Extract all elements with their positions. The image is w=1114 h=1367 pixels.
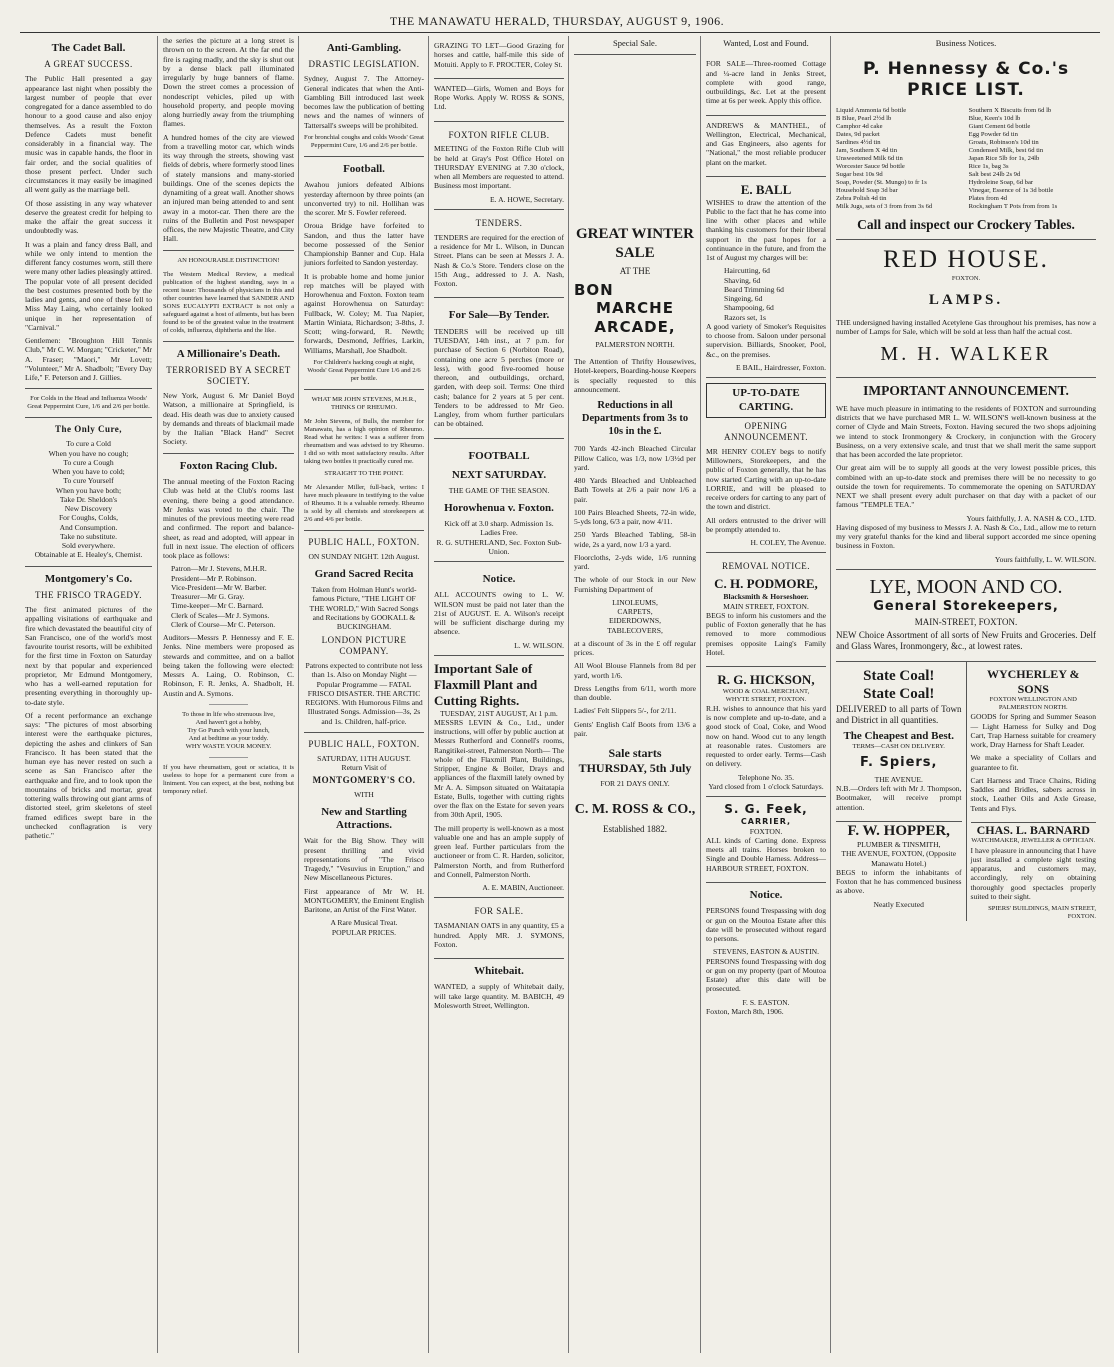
wanted-ad: [434, 79, 564, 122]
spiers-heading: F. Spiers,: [860, 755, 938, 771]
masthead: THE MANAWATU HERALD, THURSDAY, AUGUST 9, 1906.: [389, 14, 725, 28]
furnishing-item: TABLECOVERS,: [607, 625, 663, 635]
price-line: Rice 1s, bag 3s: [968, 163, 1009, 171]
price-item: Haircutting, 6d: [724, 266, 770, 276]
divider: [209, 757, 248, 758]
next-saturday: NEXT SATURDAY.: [451, 469, 547, 481]
discount-paragraph: at a discount of 3s in the £ off regular prices.: [574, 638, 696, 658]
eball-heading: E. BALL: [740, 181, 792, 197]
notice-signature: L. W. WILSON.: [514, 640, 564, 650]
sale-item: 100 Pairs Bleached Sheets, 72-in wide, 5-yds long, 6/3 a pair, now 4/11.: [574, 507, 696, 527]
public-hall-heading: PUBLIC HALL, FOXTON.: [308, 537, 420, 548]
eball-text: WISHES to draw the attention of the Public to the fact that he has come into line with other places and while thanking his customers for their liberal support in the past hopes for a continuance in the future, and from the 1st of August my charges will be:: [706, 197, 826, 263]
reductions-heading: Reductions in all Departments from 3s to 10s in the £.: [581, 400, 689, 437]
big-show-paragraph: Wait for the Big Show. They will present thrilling and vivid representations of "The Frisco Tragedy," "Vesuvius in Eruption," and New Miscellaneous Pictures.: [304, 836, 424, 883]
verse-line: Try Go Punch with your lunch,: [187, 726, 270, 734]
for-sale-heading: FOR SALE.: [474, 906, 524, 917]
attention-paragraph: The Attention of Thrifty Housewives, Hotel-keepers, Boarding-house Keepers is specially requested to this announcement.: [574, 357, 696, 394]
barnard-trade: WATCHMAKER, JEWELLER & OPTICIAN.: [971, 837, 1096, 845]
price-line: Unsweetened Milk 6d tin: [836, 155, 903, 163]
carting-ad: [706, 378, 826, 553]
sale-by-tender-ad: [434, 298, 564, 438]
cure-lines: [25, 439, 152, 559]
price-line: Camphor 4d cake: [836, 122, 883, 130]
furnishing-paragraph: The whole of our Stock in our New Furnishing Department of: [574, 575, 696, 594]
cottage-ad: [706, 54, 826, 115]
recital-paragraph: Taken from Holman Hunt's world-famous Picture, "THE LIGHT OF THE WORLD," With Sacred Songs and Recitations by GOOKALL & BUCKINGHAM.: [309, 585, 419, 631]
recital-heading: Grand Sacred Recita: [314, 567, 414, 580]
hopper-text: BEGS to inform the inhabitants of Foxton that he has commenced business as above.: [836, 867, 962, 896]
divider: [574, 54, 696, 55]
price-line: Salt best 24lb 2s 9d: [968, 171, 1021, 179]
price-item: Razors set, 1s: [724, 312, 766, 322]
coal-terms: TERMS—CASH ON DELIVERY.: [852, 742, 945, 750]
cure-line: When you have no cough;: [48, 448, 129, 458]
verse-line: And haven't got a hobby,: [195, 718, 262, 726]
patrons-paragraph: Patrons expected to contribute not less than 1s. Also on Monday Night — Popular Programme — FATAL FRISCO DISASTER. THE ARCTIC REGIONS. With Humorous Films and Illustrated Songs. Admission—3s, 2s and 1s. Children, half-price.: [305, 661, 423, 726]
price-line: Liquid Ammonia 6d bottle: [836, 106, 907, 114]
cadet-paragraph: The Public Hall presented a gay appearance last night when possibly the largest number of people that ever congregated for a dance assembled to do honour to a good cause and also enjoy themselves. As a result the Foxton Defence Cadets must benefit considerably in a financial way. The music was in capable hands, the floor in fair order, and the social qualities of those present perfect. Under such circumstances it may easily be imagined all went gaily as the marriage bell.: [25, 74, 152, 195]
price-line: Groats, Robinson's 10d tin: [968, 138, 1039, 146]
notice-date: Foxton, March 8th, 1906.: [706, 1006, 784, 1016]
popular-prices: POPULAR PRICES.: [331, 927, 397, 937]
price-item: Beard Trimming 6d: [724, 284, 784, 294]
cure-line: Obtainable at E. Healey's, Chemist.: [34, 550, 143, 560]
business-notices-label: Business Notices.: [935, 38, 997, 48]
game-of-season: THE GAME OF THE SEASON.: [448, 486, 550, 496]
cadet-paragraph: It was a plain and fancy dress Ball, and while we only intend to mention the different fancy costumes worn, still there were many other ladies pleasingly attired. The popular vote of all present decided the best costumes presented both by the ladies and gents, and one of these fell to Miss May Laing, who certainly looked unique in her representation of "Carnival.": [25, 239, 152, 332]
london-company: LONDON PICTURE COMPANY.: [321, 635, 407, 657]
football-paragraph: It is probable home and home junior rep matches will be played with Horowhenua and Foxton. Foxton team against Horowhenua on Saturday: Fullback, W. Coley; M. Tua Napier, Martin Winiata, Richardson; 3-8ths, J. Scott; wing-forward, R. Newth; forwards, Desmond, Jeffries, Larkin, Williams, Marshall, Joe Shadbolt.: [304, 271, 424, 355]
cure-line: Take no substitute.: [59, 531, 118, 541]
divider: [163, 453, 294, 454]
drastic-subheading: DRASTIC LEGISLATION.: [308, 59, 420, 70]
football-paragraph: Awahou juniors defeated Albions yesterday afternoon by three points (an unconverted try) to nil. Hollihan was the scorer. Mr S. Fowler refereed.: [304, 180, 424, 218]
price-line: Giant Cement 6d bottle: [968, 122, 1031, 130]
price-item: Singeing, 6d: [724, 294, 763, 304]
furnishing-item: CARPETS,: [617, 607, 653, 617]
sale-item: Floorcloths, 2-yds wide, 1/6 running yard.: [574, 552, 696, 572]
ross-company: C. M. ROSS & CO.,: [574, 801, 696, 817]
oats-text: TASMANIAN OATS in any quantity, £5 a hundred. Apply MR. J. SYMONS, Foxton.: [434, 921, 564, 949]
cure-line: To cure a Cold: [66, 439, 111, 449]
price-line: Jam, Southern X 4d tin: [836, 146, 897, 154]
divider: [163, 341, 294, 342]
sale-item: 480 Yards Bleached and Unbleached Bath Towels at 2/6 a pair now 1/6 a pair.: [574, 476, 696, 504]
notice-signature: STEVENS, EASTON & AUSTIN.: [713, 947, 819, 957]
price-line: Plates from 4d: [968, 195, 1008, 203]
barnard-ad: [971, 823, 1097, 921]
lamps-heading: LAMPS.: [928, 292, 1004, 309]
column-6: [700, 36, 831, 1353]
eball-text: A good variety of Smoker's Requisites to choose from. Saloon under personal supervision. Billiards, Snooker, Pool, &c., on the premises.: [706, 321, 826, 359]
kick-off: Kick off at 3.0 sharp. Admission 1s. Ladies Free.: [444, 519, 554, 538]
barnard-text: I have pleasure in announcing that I have just installed a complete sight testing apparatus, and customers may, accordingly, rely on obtaining thoroughly good spectacles properly suited to their sight.: [970, 845, 1096, 901]
price-line: Sardines 4½d tin: [836, 138, 881, 146]
anti-gambling-paragraph: Sydney, August 7. The Attorney-General indicates that when the Anti-Gambling Bill introduced last week becomes law the publication of betting news and the names of winners of Tattersall's sweeps will be prohibited.: [304, 74, 424, 130]
verse-line: And at bedtime as your toddy.: [188, 734, 269, 742]
racing-paragraph: The annual meeting of the Foxton Racing Club was held at the Club's rooms last evening, there being a good attendance. Mr Jenks was voted to the chair. The minutes of the previous meeting were read and confirmed. The report and balance-sheet, as read and adopted, will appear in full in next issue. The election of officers took place as follows:: [163, 477, 294, 561]
cure-line: Sold everywhere.: [61, 541, 116, 551]
grazing-text: GRAZING TO LET—Good Grazing for horses and cattle, half-mile this side of Motuiti. Apply to F. PROCTER, Coley St.: [434, 41, 564, 69]
rifle-club-heading: FOXTON RIFLE CLUB.: [448, 129, 550, 140]
officers-list: [163, 564, 294, 629]
hennessy-heading: P. Hennessy & Co.'s: [862, 59, 1070, 80]
wycherley-ad: [971, 662, 1097, 823]
cure-line: For Coughs, Colds,: [58, 513, 119, 523]
football-paragraph: Oroua Bridge have forfeited to Sandon, and thus the latter have become possessed of the Senior Championship Banner and Cup. Hala juniors forfeited to Sandon yesterday.: [304, 221, 424, 268]
column-2: [157, 36, 299, 1353]
rifle-club-text: MEETING of the Foxton Rifle Club will be held at Gray's Post Office Hotel on THURSDAY EVENING at 7.30 o'clock, when all Members are requested to attend. Business most important.: [434, 144, 564, 191]
cottage-text: FOR SALE—Three-roomed Cottage and ¼-acre land in Jenks Street, complete with good range, outbuildings, &c. Let at the present time at 6s per week. Apply this office.: [706, 59, 826, 106]
red-house-heading: RED HOUSE.: [883, 245, 1049, 273]
notice-ad: [434, 562, 564, 656]
frisco-paragraph: the series the picture at a long street is thrown on to the screen. At the far end the fire is raging madly, and the sky is shut out by a dense black pall illuminated irregularly by huge banners of flame. Down the street comes a procession of nondescript vehicles, piled up with household property, and people moving along hurriedly away from the triumphing flames.: [163, 36, 294, 129]
oats-ad: [434, 898, 564, 959]
price-line: Worcester Sauce 9d bottle: [836, 163, 905, 171]
feek-trade: CARRIER,: [740, 816, 792, 826]
honourable-heading: AN HONOURABLE DISTINCTION!: [177, 256, 280, 264]
millionaire-heading: A Millionaire's Death.: [176, 347, 281, 360]
what-mr-stevens-heading: WHAT MR JOHN STEVENS, M.H.R., THINKS OF RHEUMO.: [311, 395, 417, 411]
public-hall-heading: PUBLIC HALL, FOXTON.: [308, 738, 420, 749]
barnard-address: SPIERS' BUILDINGS, MAIN STREET, FOXTON.: [988, 905, 1096, 921]
podmore-trade: Blacksmith & Horseshoer.: [723, 592, 809, 602]
divider: [25, 417, 152, 418]
nash-signature: Yours faithfully, J. A. NASH & CO., LTD.: [966, 513, 1096, 523]
cheapest-best: The Cheapest and Best.: [843, 729, 955, 742]
furnishing-item: EIDERDOWNS,: [608, 616, 662, 626]
notice-heading: Notice.: [749, 888, 783, 901]
cure-line: And Consumption.: [59, 522, 118, 532]
furnishing-item: LINOLEUMS,: [612, 597, 658, 607]
state-coal-ad: [836, 662, 962, 822]
whitebait-heading: Whitebait.: [474, 965, 524, 978]
flaxmill-text: MESSRS LEVIN & Co., Ltd., under instructions, will offer by public auction at Messrs Rutherford and Connell's rooms, Rangitikei-street, Palmerston North— The whole of the Flaxmill Plant, Buildings, Stripper, Engine & Boiler, Drays and appliances of the flaxmill lately owned by Mr A. A. Simpson situated on Waitatapia Estate, Bulls, together with cutting rights over the flax on the Estate for seven years from 30th April, 1905.: [434, 717, 564, 820]
wycherley-text: We make a speciality of Collars and guarantee to fit.: [970, 753, 1096, 772]
lye-address: MAIN-STREET, FOXTON.: [914, 617, 1018, 628]
price-line: Zebra Polish 4d tin: [836, 195, 887, 203]
lye-moon-heading: LYE, MOON AND CO.: [869, 575, 1063, 598]
sale-item: All Wool Blouse Flannels from 8d per yard, worth 1/6.: [574, 661, 696, 680]
price-line: Vinegar, Essence of 1s 3d bottle: [968, 187, 1054, 195]
football-signature: R. G. SUTHERLAND, Sec. Foxton Sub-Union.: [436, 537, 562, 556]
officer-item: Patron—Mr J. Stevens, M.H.R.: [171, 564, 267, 574]
cadet-paragraph: Gentlemen: "Broughton Hill Tennis Club," Mr C. W. Morgan; "Cricketer," Mr A. Fraser; "Maori," Mr Lovett; "Volunteer," Mr A. Shadbolt; "Every Day Life," F. Peterson and J. Gillies.: [25, 336, 152, 383]
spiers-text: N.B.—Orders left with Mr J. Thompson, Bootmaker, will receive prompt attention.: [836, 784, 962, 812]
tenders-ad: [434, 210, 564, 298]
wanted-text: WANTED—Girls, Women and Boys for Rope Works. Apply W. ROSS & SONS, Ltd.: [434, 83, 564, 112]
flaxmill-date: TUESDAY, 21ST AUGUST, At 1 p.m.: [440, 708, 558, 718]
eball-prices: [706, 266, 826, 322]
frisco-subheading: THE FRISCO TRAGEDY.: [35, 590, 142, 601]
podmore-text: BEGS to inform his customers and the public of Foxton generally that he has removed to more commodious premises opposite Laing's Family Hotel.: [706, 610, 826, 657]
first-appearance-paragraph: First appearance of Mr W. H. MONTGOMERY, the Eminent English Baritone, an Artist of the First Water.: [304, 886, 424, 915]
verse-line: To those in life who strenuous live,: [182, 710, 275, 718]
rheumo-paragraph: Mr John Stevens, of Bulls, the member for Manawatu, has a high opinion of Rheumo. Read what he writes: I was a sufferer from rheumatism and was advised to try Rheumo. I did so with most satisfactory results. After taking two bottles it practically cured me.: [304, 418, 424, 466]
at-the: AT THE: [619, 265, 651, 276]
palmerston-north: PALMERSTON NORTH.: [595, 339, 675, 349]
podmore-address: MAIN STREET, FOXTON.: [723, 601, 809, 611]
hopper-heading: F. W. HOPPER,: [847, 822, 950, 839]
price-line: Egg Powder 6d tin: [968, 130, 1018, 138]
state-coal-heading: State Coal!: [863, 668, 935, 685]
officer-item: Treasurer—Mr G. Gray.: [171, 592, 245, 602]
column-3: [298, 36, 429, 1353]
notice-signature: F. S. EASTON.: [742, 997, 790, 1007]
days-only: FOR 21 DAYS ONLY.: [600, 779, 670, 789]
bon-marche-line: MARCHE: [596, 299, 674, 318]
tenders-text: TENDERS are required for the erection of a residence for Mr L. Wilson, in Duncan Street. Plans can be seen at Messrs J. A. Nash & Co.'s Store. Tenders close on the 15th Aug., addressed to J. A. Nash, Foxton.: [434, 232, 564, 289]
general-storekeepers: General Storekeepers,: [873, 599, 1059, 615]
feek-heading: S. G. Feek,: [724, 802, 808, 817]
spiers-address: THE AVENUE.: [874, 774, 923, 784]
price-line: Japan Rice 5lb for 1s, 24lb: [968, 155, 1040, 163]
price-item: Shaving, 6d: [724, 275, 761, 285]
price-line: Blue, Keen's 10d lb: [968, 114, 1021, 122]
hickson-address: WHYTE STREET, FOXTON.: [725, 695, 807, 703]
divider: [304, 732, 424, 733]
wycherley-locations: FOXTON WELLINGTON AND PALMERSTON NORTH.: [989, 696, 1077, 712]
divider: [304, 156, 424, 157]
special-sale-label: Special Sale.: [613, 38, 657, 48]
hopper-trade: PLUMBER & TINSMITH,: [856, 840, 941, 850]
price-line: Hydroleine Soap, 6d bar: [968, 179, 1034, 187]
lye-text: NEW Choice Assortment of all sorts of New Fruits and Groceries. Delf and Glass Wares, Ironmongery, &c., at lowest rates.: [836, 630, 1096, 652]
barnard-heading: CHAS. L. BARNARD: [976, 822, 1090, 837]
hickson-ad: [706, 667, 826, 797]
carting-text: MR HENRY COLEY begs to notify Millowners, Storekeepers, and the public of Foxton generally, that he has now started Carting with an up-to-date LORRIE, and will be pleased to receive orders for carting to any part of the town and district.: [706, 446, 826, 512]
notice-heading: Notice.: [482, 573, 516, 586]
hickson-text: R.H. wishes to announce that his yard is now complete and up-to-date, and a good stock of Coal, Coke, and Wood now on hand. Wood cut to any length at reasonable rates. Customers are requested to order early. Terms—Cash on delivery.: [706, 703, 826, 769]
teams: Horowhenua v. Foxton.: [444, 501, 554, 514]
eball-ad: [706, 177, 826, 378]
montgomery-co-heading: MONTGOMERY'S CO.: [312, 775, 416, 786]
carting-signature: H. COLEY, The Avenue.: [750, 538, 826, 548]
tenders-heading: TENDERS.: [475, 217, 523, 228]
show-date: SATURDAY, 11TH AUGUST.: [317, 753, 411, 763]
officer-item: Clerk of Course—Mr C. Peterson.: [171, 619, 276, 629]
bon-marche-line: BON: [574, 280, 614, 299]
red-house-ad: [836, 240, 1096, 379]
sale-item: Gents' English Calf Boots from 13/6 a pair.: [574, 719, 696, 738]
price-line: Rockingham T Pots from from 1s: [968, 203, 1058, 211]
cadet-ball-heading: The Cadet Ball.: [51, 42, 126, 54]
divider: [163, 250, 294, 251]
column-7: [830, 36, 1101, 1353]
cure-line: To cure Yourself: [63, 476, 114, 486]
children-cough-ad: For Children's hacking cough at night, Woods' Great Peppermint Cure 1/6 and 2/6 per bottle.: [307, 358, 421, 382]
announcement-text: Our great aim will be to supply all goods at the very lowest possible prices, this combined with an up-to-date stock and premises there will be no necessity to go outside the town for requirements. To commemorate the opening on SATURDAY NEXT we shall present every adult purchaser on that day with a packet of our famous "TEMPLE TEA.": [836, 463, 1096, 510]
millionaire-paragraph: New York, August 6. Mr Daniel Boyd Watson, a millionaire at Springfield, is dead. His death was due to anxiety caused by demands and threats of blackmail made by the Italian "Black Hand" Secret Society.: [163, 391, 294, 447]
rifle-club-ad: [434, 122, 564, 210]
crockery-call: Call and inspect our Crockery Tables.: [857, 217, 1075, 233]
andrews-text: ANDREWS & MANTHEL, of Wellington, Electrical, Mechanical, and Gas Engineers, also agents for "National," the most reliable producer plant on the market.: [706, 120, 826, 167]
whitebait-text: WANTED, a supply of Whitebait daily, will take large quantity. M. BABICH, 49 Molesworth Street, Wellington.: [434, 982, 564, 1010]
sale-tender-text: TENDERS will be received up till TUESDAY, 14th inst., at 7 p.m. for purchase of Section 6 (Norbiton Road), containing one acre 5 perches (more or less), with good five-roomed house thereon, and outbuildings, orchard, garden, with deep soil. Terms: One third cash; balance for 2 years at 5 per cent. Tenders to be addressed to Mr Geo. Langley, from whom further particulars can be obtained.: [434, 326, 564, 429]
flaxmill-heading: Important Sale of Flaxmill Plant and Cutting Rights.: [434, 660, 538, 708]
football-heading: Football.: [343, 162, 385, 175]
montgomery-paragraph: Of a recent performance an exchange says: "The pictures of most absorbing interest were the earthquake pictures, depicting the ashes and clinkers of San Francisco. It has been stated that the human eye has never rested on such a scene as San Francisco after the earthquake and fire, and to look upon the mountains of bricks and mortar, great tottering walls throwing out giant arms of distorted steel, grim skeletons of steel framed edifices swept bare in the unchecked conflagration is very pathetic.": [25, 710, 152, 841]
price-line: Southern X Biscuits from 6d lb: [968, 106, 1052, 114]
price-list-right: [969, 107, 1096, 211]
divider: [304, 389, 424, 390]
hopper-footer: Neatly Executed: [873, 899, 924, 909]
price-line: Household Soap 3d bar: [836, 187, 898, 195]
sale-item: 700 Yards 42-inch Bleached Circular Pillow Calico, was 1/3, now 1/3½d per yard.: [574, 444, 696, 472]
recital-date: ON SUNDAY NIGHT. 12th August.: [308, 552, 420, 562]
football-ad: [434, 439, 564, 562]
hopper-ad: [836, 822, 962, 909]
price-item: Shampooing, 6d: [724, 303, 774, 313]
divider: [304, 530, 424, 531]
lamps-text: THE undersigned having installed Acetylene Gas throughout his premises, has now a number of Lamps for Sale, which will be sold at less than half the actual cost.: [836, 317, 1096, 336]
price-line: Sugar best 10s 9d: [836, 171, 883, 179]
wilson-signature: Yours faithfully, L. W. WILSON.: [994, 554, 1096, 564]
wycherley-text: GOODS for Spring and Summer Season— Light Harness for Sulky and Dog Cart, Trap Harness suitable for creamery work, Dray Harness for Shaft Leader.: [970, 712, 1096, 750]
cough-ad: For bronchial coughs and colds Woods' Great Peppermint Cure, 1/6 and 2/6 per bottle.: [304, 133, 424, 149]
walker-heading: M. H. WALKER: [880, 343, 1052, 366]
podmore-heading: C. H. PODMORE,: [714, 576, 818, 592]
hopper-address: THE AVENUE, FOXTON, (Opposite Manawatu Hotel.): [841, 849, 957, 868]
officer-item: Time-keeper—Mr C. Barnard.: [171, 601, 264, 611]
only-cure-heading: The Only Cure,: [54, 424, 123, 435]
anti-gambling-heading: Anti-Gambling.: [326, 42, 402, 54]
column-1: [20, 36, 157, 1353]
attractions-heading: New and Startling Attractions.: [321, 805, 407, 832]
notice-text: ALL ACCOUNTS owing to L. W. WILSON must be paid not later than the 21st of AUGUST. E. A. Wilson's receipt will be sufficient discharge during my absence.: [434, 590, 564, 637]
red-house-location: FOXTON.: [951, 275, 981, 283]
sale-item: Dress Lengths from 6/11, worth more than double.: [574, 683, 696, 703]
rifle-club-signature: E. A. HOWE, Secretary.: [490, 194, 564, 204]
rare-treat: A Rare Musical Treat.: [330, 918, 398, 928]
racing-club-heading: Foxton Racing Club.: [179, 459, 278, 472]
cadet-ball-subheading: A GREAT SUCCESS.: [44, 59, 133, 70]
great-winter-sale: GREAT WINTER SALE: [576, 226, 694, 261]
carting-text: All orders entrusted to the driver will be promptly attended to.: [706, 515, 826, 534]
telephone: Telephone No. 35.: [738, 772, 794, 782]
notice-text: PERSONS found Trespassing with dog or gun on my property (part of Moutoa Estate) after this date will be prosecuted.: [706, 956, 826, 994]
carting-subheading: OPENING ANNOUNCEMENT.: [723, 421, 809, 442]
price-line: Dates, 9d packet: [836, 130, 880, 138]
cure-line: To cure a Cough: [63, 457, 114, 467]
colds-ad: For Colds in the Head and Influenza Woods' Great Peppermint Cure, 1/6 and 2/6 per bottle.: [27, 395, 150, 411]
andrews-ad: [706, 116, 826, 177]
hennessy-ad: [836, 54, 1096, 239]
important-announcement: [836, 378, 1096, 569]
hickson-heading: R. G. HICKSON,: [717, 672, 815, 688]
return-visit: Return Visit of: [341, 763, 387, 773]
announcement-text: Having disposed of my business to Messrs J. A. Nash & Co., Ltd., allow me to return my very grateful thanks for the kind and liberal support accorded me since opening business in Foxton.: [836, 522, 1096, 551]
wycherley-heading: WYCHERLEY & SONS: [986, 667, 1080, 696]
bottom-ads: [836, 662, 1096, 921]
wanted-lost-found-label: Wanted, Lost and Found.: [723, 38, 809, 48]
eball-signature: E BAIL, Hairdresser, Foxton.: [736, 362, 826, 372]
podmore-ad: [706, 553, 826, 667]
montgomery-paragraph: The first animated pictures of the appalling visitations of earthquake and fire which devastated the beautiful city of San Francisco, one of the world's most favourite tourist resorts, will be exhibited for the first time in Foxton on Saturday next by that popular and experienced proprietor, Mr Edmund Montgomery, who has a well-earned reputation for presenting everything in thoroughly up-to-date style.: [25, 605, 152, 707]
cure-line: When you have to cold;: [52, 467, 125, 477]
flaxmill-signature: A. E. MABIN, Auctioneer.: [482, 883, 564, 893]
sale-item: Ladies' Felt Slippers 5/-, for 2/11.: [574, 706, 677, 716]
carting-heading: UP-TO-DATE CARTING.: [706, 383, 826, 418]
coal-hopper-column: [836, 662, 967, 921]
divider: [25, 566, 152, 567]
verse: [163, 711, 294, 751]
straight-heading: STRAIGHT TO THE POINT.: [324, 470, 404, 478]
football-ad-heading: FOOTBALL: [468, 449, 530, 462]
feek-text: ALL kinds of Carting done. Express meets all trains. Horses broken to Single and Double Harness. Address—HARBOUR STREET, FOXTON.: [706, 835, 826, 873]
cadet-paragraph: Of those assisting in any way whatever deserve the greatest credit for helping to make the affair the great success it undoubtedly was.: [25, 198, 152, 236]
flaxmill-ad: [434, 656, 564, 898]
trespass-notice: [706, 889, 826, 1016]
wycherley-barnard-column: [967, 662, 1097, 921]
feek-ad: [706, 797, 826, 883]
price-list-heading: PRICE LIST.: [907, 80, 1025, 101]
grazing-ad: [434, 36, 564, 79]
feek-address: FOXTON.: [749, 826, 783, 836]
honourable-paragraph: The Western Medical Review, a medical publication of the highest standing, says in a recent issue: Thousands of physicians in this and other countries have learned that SANDER AND SONS EUCALYPTI EXTRACT is not only a safeguard against a host of ailments, but has been found to be of the greatest value in the treatment of colds, influenza, diphtheria and the like.: [163, 270, 294, 334]
price-line: Soap, Powder (St. Mungo) to fr 1s: [836, 179, 927, 187]
sale-starts: Sale starts THURSDAY, 5th July: [578, 746, 692, 775]
price-list-left: [836, 107, 963, 211]
cure-line: Take Dr. Sheldon's: [59, 494, 118, 504]
price-line: Condensed Milk, best 6d tin: [968, 146, 1044, 154]
masthead-rule: [20, 32, 1100, 33]
rheumo-paragraph: Mr Alexander Miller, full-back, writes: I have much pleasure in testifying to the value of Rheumo. It is a valuable remedy. Rheumo is sold by all chemists and storekeepers at 2/6 and 4/6 per bottle.: [304, 484, 424, 524]
bon-marche-line: ARCADE,: [594, 317, 676, 336]
officer-item: Clerk of Scales—Mr J. Symons.: [171, 610, 270, 620]
sale-tender-heading: For Sale—By Tender.: [448, 309, 550, 322]
sale-item: 250 Yards Bleached Tabling, 58-in wide, 2s a yard, now 1/3 a yard.: [574, 530, 696, 549]
cure-line: When you have both;: [55, 485, 122, 495]
rheumatism-paragraph: If you have rheumatism, gout or sciatica, it is useless to hope for a permanent cure from a liniment. You can expect, at the best, nothing but temporary relief.: [163, 763, 294, 796]
furnishing-list: [574, 598, 696, 635]
lye-moon-ad: [836, 570, 1096, 662]
verse-line: WHY WASTE YOUR MONEY.: [185, 742, 272, 750]
notice-text: PERSONS found Trespassing with dog or gun on the Moutoa Estate after this date will be prosecuted without regard to persons.: [706, 906, 826, 943]
cure-line: New Discovery: [64, 504, 113, 514]
column-4: [428, 36, 569, 1353]
frisco-paragraph: A hundred homes of the city are viewed from a travelling motor car, which winds its way through the streets, showing vast fields of debris, where formerly stood lines of stately mansions and many-storied buildings. One of the scenes depicts the dynamiting of a great wall. Another shows an injured man being attended to and sent away in a motor-car. Then there are the ruins of the Bulletin and Post newspaper offices, the new Majestic Theatre, and City Hall.: [163, 132, 294, 244]
divider: [25, 388, 152, 389]
wycherley-text: Cart Harness and Trace Chains, Riding Saddles and Bridles, sabers across in stock, Leather Oils and Axle Grease, Tents and Flys.: [970, 775, 1096, 813]
hickson-trade: WOOD & COAL MERCHANT,: [722, 687, 810, 695]
divider: [209, 704, 248, 705]
important-heading: IMPORTANT ANNOUNCEMENT.: [863, 383, 1069, 399]
price-line: Milk Jugs, sets of 3 from from 3s 6d: [836, 203, 933, 211]
racing-paragraph: Auditors—Messrs P. Hennessy and F. E. Jenks. Nine members were proposed as stewards and committee, and on a ballot being taken the following were elected: Messrs A. Laing, O. Robinson, C. Robinson, F. R. Jenks, A. Shadbolt, H. Austin and A. Symons.: [163, 633, 294, 698]
flaxmill-text: The mill property is well-known as a most valuable one and has an ample supply of green leaf. Further particulars from the auctioneer or from C. R. Harden, solicitor, Palmerston North, and from Rutherford and Connell, Palmerston North.: [434, 823, 564, 879]
officer-item: Vice-President—Mr W. Barber.: [171, 582, 267, 592]
announcement-text: WE have much pleasure in intimating to the residents of FOXTON and surrounding districts that we have purchased MR L. W. WILSON'S well-known business at the corner of Clyde and Main Streets, Foxton. Having secured the two shops adjoining we intend to stock Ironmongery & Crockery, in conjunction with the Grocery Business, on a very extensive scale, and trust that we shall merit the same support that has been accorded the late proprietor.: [836, 403, 1096, 460]
officer-item: President—Mr P. Robinson.: [171, 573, 257, 583]
with-label: WITH: [354, 790, 374, 800]
price-line: B Blue, Pearl 2½d lb: [836, 114, 892, 122]
established: Established 1882.: [603, 823, 667, 834]
millionaire-subheading: TERRORISED BY A SECRET SOCIETY.: [166, 365, 291, 387]
state-coal-heading: State Coal!: [863, 686, 935, 703]
coal-text: DELIVERED to all parts of Town and District in all quantities.: [836, 703, 962, 725]
removal-notice: REMOVAL NOTICE.: [722, 561, 810, 572]
column-5: [568, 36, 701, 1353]
yard-hours: Yard closed from 1 o'clock Saturdays.: [708, 781, 824, 791]
montgomery-heading: Montgomery's Co.: [44, 572, 133, 585]
price-list: [836, 107, 1096, 211]
whitebait-ad: [434, 965, 564, 1010]
